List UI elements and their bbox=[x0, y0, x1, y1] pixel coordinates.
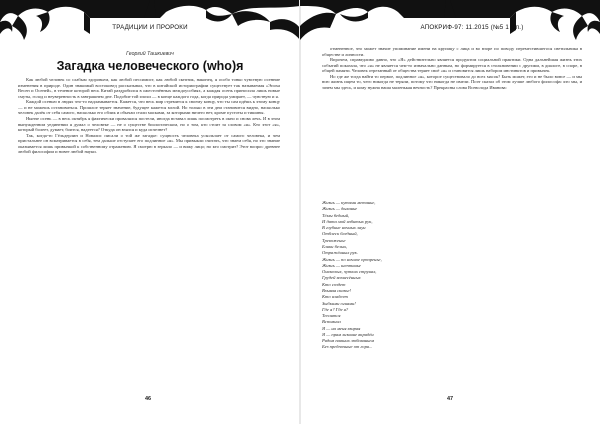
running-head-right bbox=[412, 22, 532, 33]
poem-line: Вспомнил bbox=[322, 319, 341, 325]
paragraph: Как любой человек со слабым здоровьем, как любой пессимист, как любой скептик, наконец, я особо тонко чувствую осенние изменения в природе. Один знакомый востоковед рассказывал, что в китайской историографии существует так называемая «Эпоха Весен и Осеней», в течение которой весь Китай раздробился в ожесточённых междоусобиях, а каждая осень приносила лишь новые смуты, голод и неуверенность в завтрашнем дне. Подобие той эпохи — в конце каждого года, когда природа умирает, — чувствую и я. bbox=[18, 77, 280, 99]
right-page bbox=[300, 0, 600, 424]
issue-title: АПОКРИФ-97: 11.2015 (№5 1 к.п.) bbox=[420, 24, 524, 31]
left-body-text bbox=[18, 77, 280, 397]
poem-line: Жизнь — кутами метанье, bbox=[322, 200, 376, 205]
article-author: Георгий Ташкиевич bbox=[126, 51, 174, 57]
poem-line: Грудей вознесённых bbox=[322, 275, 361, 281]
poem-line: Блики белых, bbox=[322, 243, 348, 249]
paragraph: Впрочем, справедливо давно, что «Я» действительно является продуктом социальной практики. Одна дальнейшая жизнь этих событий показала, что «я» не является чем-то изначально данным, но формируется в столкновении с другими, в диалоге, в споре, в общей памяти. Человек отрезанный от общества теряет своё «я» и становится лишь набором инстинктов и привычек. bbox=[322, 57, 582, 74]
poem-line: Кто владеет bbox=[322, 294, 348, 300]
paragraph: Каждой осенью в людях что-то надламывается. Кажется, что весь мир стремится к своему концу, что ты сам идёшь к этому концу — и не можешь остановиться. Прошлое теряет значение, будущее кажется мглой. Но только в эти дни становится видно, насколько человек далёк от себя самого, насколько его облик и обычаи стали масками, за которыми ничего нет, кроме пустоты и тишины. bbox=[18, 99, 280, 116]
poem-line: Отражённых рук. bbox=[322, 250, 358, 256]
poem-line: Рядом павших любованьем bbox=[322, 338, 375, 344]
poem bbox=[322, 200, 482, 351]
poem-line: И дата мой избитых рук, bbox=[322, 218, 373, 224]
paragraph: Так, когда-то Гёльдерлин и Новалис писали о той же загадке: сущность человека ускользает от самого человека, и чем пристальнее он всматривается в себя, тем дальше отступает его подлинное «я». Мы привыкли считать, что знаем себя, но это знание оказывается лишь привычкой к собственному отражению. Я смотрю в зеркало — и вижу лицо; но кто смотрит? Этот вопрос древнее любой философии и новее любой науки. bbox=[18, 132, 280, 155]
poem-line: Жизнь — шептанье bbox=[322, 262, 361, 268]
poem-line: Теплится bbox=[322, 313, 341, 319]
poem-line: Зыбкими огнями! bbox=[322, 300, 356, 306]
running-head-left bbox=[90, 22, 210, 33]
poem-line: Без предпочные от горя... bbox=[322, 344, 373, 350]
poem-line: Кто создет bbox=[322, 281, 346, 287]
poem-line: Отблеск бледный, bbox=[322, 231, 358, 237]
page-number-left: 46 bbox=[145, 396, 152, 402]
poem-line: Я — на меня взирая bbox=[322, 325, 361, 331]
poem-line: Я — прям лизание вкрадён bbox=[322, 331, 374, 337]
paragraph: Нынче осень — в весь октябрь я фактически провалялся постели, иногда вставал лишь посмотреть в окно и снова лечь. И в этом вынужденном уединении я думал о человеке — не о существе биологическом, но о том, кто стоит за словом «я». Кто этот «я», который болеет, думает, боится, надеется? Откуда он взялся и куда исчезнет? bbox=[18, 115, 280, 133]
paragraph: Но где же тогда найти то первое, подлинное «я», которое существовало до всех масок? Быть может, его и не было вовсе — и мы всю жизнь ищем то, чего никогда не теряли, потому что никогда не имели. Поэт сказал об этом лучше любого философа: кто мы, и зачем мы здесь, и кому нужна наша маленькая вечность? Прекрасны слова Всеволода Иванова: bbox=[322, 73, 582, 90]
poem-line: Тёмы бедный, bbox=[322, 212, 350, 218]
poem-line: Онемелых, чутких струнах, bbox=[322, 269, 377, 275]
poem-line: Жизнь — по ночное прозренье, bbox=[322, 256, 382, 262]
section-title: ТРАДИЦИИ И ПРОРОКИ bbox=[112, 24, 188, 31]
poem-line: В глубине ночных лаун bbox=[322, 225, 366, 231]
paragraph: отмененное, что может значит упоминание имени на крупицу с лица и во взоре по поводу переместившегося светильника в обществе и личности. bbox=[322, 46, 582, 57]
page-number-right: 47 bbox=[447, 396, 454, 402]
poem-line: Где я? Где я? bbox=[322, 306, 349, 312]
poem-line: Тревоженье bbox=[322, 237, 346, 243]
poem-line: Жизнь — дыханье bbox=[322, 206, 358, 212]
poem-line: Взывая сказье! bbox=[322, 287, 352, 293]
right-body-text bbox=[322, 46, 582, 196]
article-title: Загадка человеческого (who)я bbox=[56, 59, 244, 73]
